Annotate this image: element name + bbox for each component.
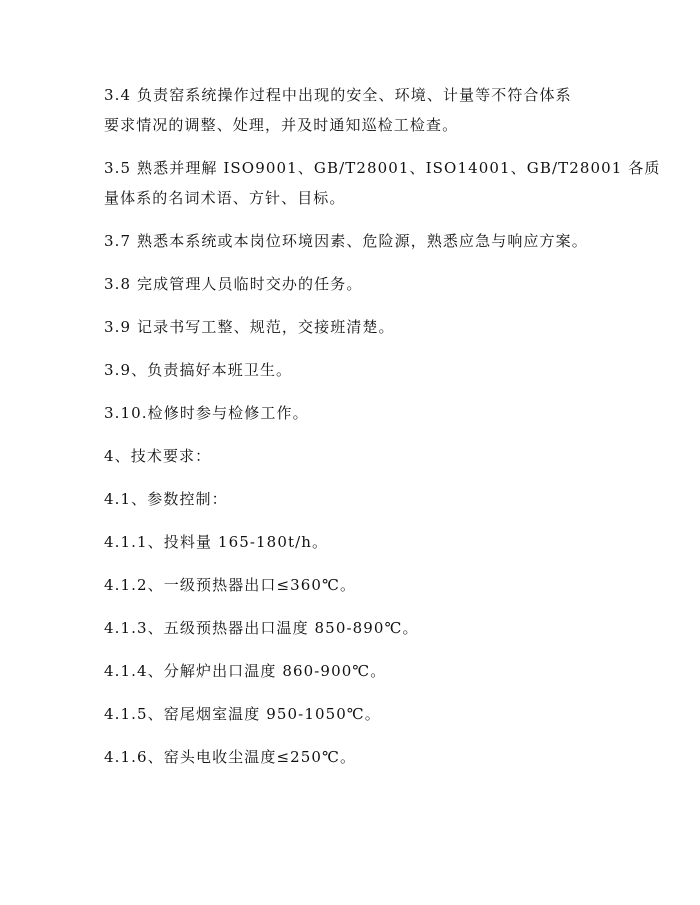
text-line: 要求情况的调整、处理，并及时通知巡检工检查。 bbox=[104, 116, 459, 134]
parameter-4-1-6 bbox=[104, 742, 614, 772]
section-heading-4-1 bbox=[104, 484, 614, 514]
text-line: 4.1.1、投料量 165-180t/h。 bbox=[104, 533, 329, 551]
text-line: 3.4 负责窑系统操作过程中出现的安全、环境、计量等不符合体系 bbox=[104, 86, 572, 104]
text-line: 3.9 记录书写工整、规范，交接班清楚。 bbox=[104, 318, 395, 336]
paragraph-3-7 bbox=[104, 226, 614, 256]
parameter-4-1-5 bbox=[104, 699, 614, 729]
document-body bbox=[104, 80, 661, 772]
paragraph-3-9-records bbox=[104, 312, 614, 342]
text-line: 3.9、负责搞好本班卫生。 bbox=[104, 361, 293, 379]
text-line: 3.7 熟悉本系统或本岗位环境因素、危险源，熟悉应急与响应方案。 bbox=[104, 232, 588, 250]
section-heading-4 bbox=[104, 441, 614, 471]
paragraph-3-9-hygiene bbox=[104, 355, 614, 385]
paragraph-3-4 bbox=[104, 80, 614, 140]
parameter-4-1-2 bbox=[104, 570, 614, 600]
paragraph-3-5 bbox=[104, 153, 661, 213]
text-line: 3.10.检修时参与检修工作。 bbox=[104, 404, 309, 422]
text-line: 4.1.4、分解炉出口温度 860-900℃。 bbox=[104, 662, 387, 680]
text-line: 3.5 熟悉并理解 ISO9001、GB/T28001、ISO14001、GB/T28001 各质 bbox=[104, 159, 661, 177]
paragraph-3-10 bbox=[104, 398, 614, 428]
text-line: 3.8 完成管理人员临时交办的任务。 bbox=[104, 275, 363, 293]
text-line: 4.1、参数控制： bbox=[104, 490, 228, 508]
paragraph-3-8 bbox=[104, 269, 614, 299]
text-line: 4.1.5、窑尾烟室温度 950-1050℃。 bbox=[104, 705, 381, 723]
parameter-4-1-4 bbox=[104, 656, 614, 686]
text-line: 量体系的名词术语、方针、目标。 bbox=[104, 189, 346, 207]
text-line: 4.1.2、一级预热器出口≤360℃。 bbox=[104, 576, 357, 594]
text-line: 4.1.6、窑头电收尘温度≤250℃。 bbox=[104, 748, 357, 766]
parameter-4-1-3 bbox=[104, 613, 614, 643]
parameter-4-1-1 bbox=[104, 527, 614, 557]
text-line: 4、技术要求： bbox=[104, 447, 212, 465]
text-line: 4.1.3、五级预热器出口温度 850-890℃。 bbox=[104, 619, 419, 637]
